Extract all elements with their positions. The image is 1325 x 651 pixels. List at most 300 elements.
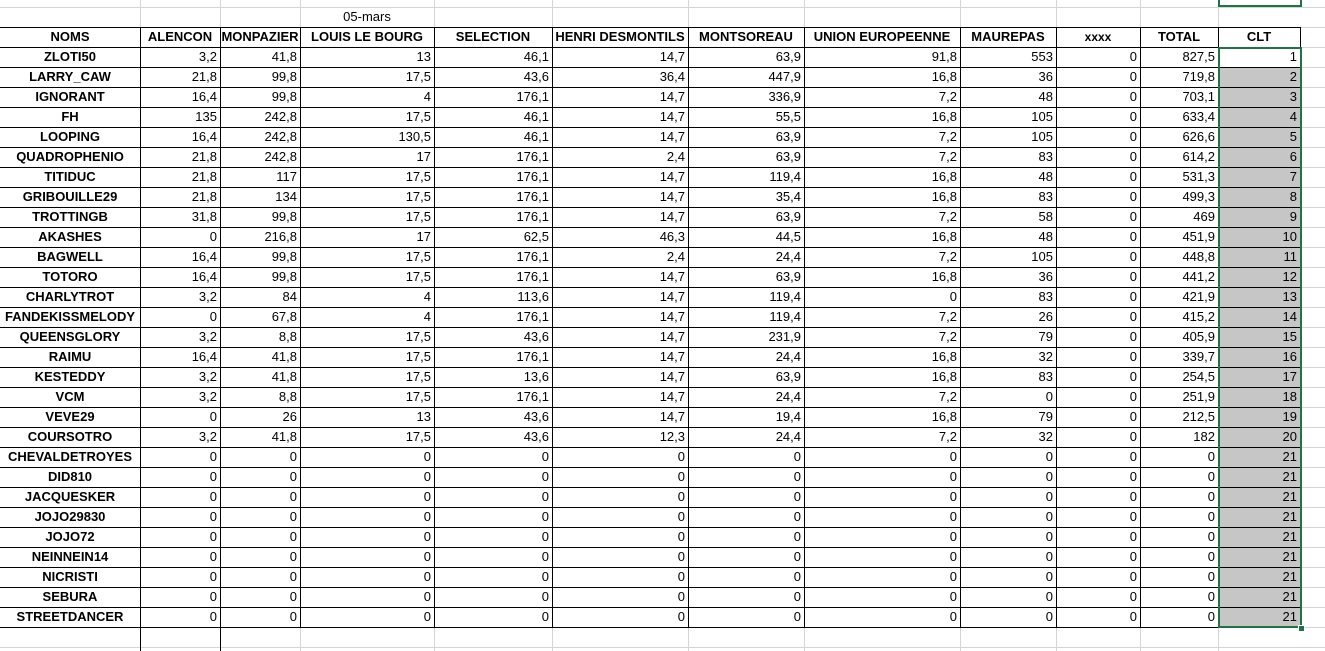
value-cell-clt[interactable]: 6 xyxy=(1289,149,1297,164)
value-cell-alencon[interactable]: 0 xyxy=(209,449,217,464)
value-cell-xxxx[interactable]: 0 xyxy=(1129,229,1137,244)
value-cell-clt[interactable]: 13 xyxy=(1282,289,1297,304)
player-name-cell[interactable]: LARRY_CAW xyxy=(29,69,111,84)
player-name-cell[interactable]: QUADROPHENIO xyxy=(16,149,124,164)
value-cell-clt[interactable]: 2 xyxy=(1289,69,1297,84)
value-cell-total[interactable]: 0 xyxy=(1207,469,1215,484)
value-cell-maurepas[interactable]: 83 xyxy=(1038,149,1053,164)
value-cell-xxxx[interactable]: 0 xyxy=(1129,309,1137,324)
column-header-selection[interactable]: SELECTION xyxy=(455,29,531,44)
value-cell-union-europeenne[interactable]: 0 xyxy=(949,449,957,464)
value-cell-union-europeenne[interactable]: 16,8 xyxy=(931,229,957,244)
value-cell-union-europeenne[interactable]: 0 xyxy=(949,569,957,584)
value-cell-clt[interactable]: 20 xyxy=(1282,429,1297,444)
value-cell-union-europeenne[interactable]: 16,8 xyxy=(931,109,957,124)
value-cell-total[interactable]: 0 xyxy=(1207,569,1215,584)
value-cell-monpazier[interactable]: 0 xyxy=(289,609,297,624)
value-cell-maurepas[interactable]: 26 xyxy=(1038,309,1053,324)
player-name-cell[interactable]: GRIBOUILLE29 xyxy=(22,189,118,204)
value-cell-monpazier[interactable]: 99,8 xyxy=(271,69,297,84)
value-cell-clt[interactable]: 21 xyxy=(1282,469,1297,484)
value-cell-maurepas[interactable]: 0 xyxy=(1045,609,1053,624)
value-cell-xxxx[interactable]: 0 xyxy=(1129,389,1137,404)
value-cell-maurepas[interactable]: 83 xyxy=(1038,289,1053,304)
value-cell-total[interactable]: 633,4 xyxy=(1182,109,1215,124)
player-name-cell[interactable]: CHARLYTROT xyxy=(25,289,115,304)
player-name-cell[interactable]: QUEENSGLORY xyxy=(19,329,121,344)
value-cell-montsoreau[interactable]: 63,9 xyxy=(775,209,801,224)
value-cell-henri-desmontils[interactable]: 0 xyxy=(677,489,685,504)
value-cell-xxxx[interactable]: 0 xyxy=(1129,449,1137,464)
value-cell-xxxx[interactable]: 0 xyxy=(1129,269,1137,284)
value-cell-henri-desmontils[interactable]: 14,7 xyxy=(659,369,685,384)
value-cell-montsoreau[interactable]: 55,5 xyxy=(775,109,801,124)
value-cell-montsoreau[interactable]: 336,9 xyxy=(768,89,801,104)
player-name-cell[interactable]: JOJO72 xyxy=(45,529,95,544)
value-cell-louis-le-bourg[interactable]: 17,5 xyxy=(405,429,431,444)
value-cell-alencon[interactable]: 16,4 xyxy=(191,249,217,264)
value-cell-alencon[interactable]: 3,2 xyxy=(198,329,217,344)
value-cell-maurepas[interactable]: 0 xyxy=(1045,389,1053,404)
value-cell-selection[interactable]: 0 xyxy=(541,509,549,524)
value-cell-total[interactable]: 0 xyxy=(1207,589,1215,604)
value-cell-clt[interactable]: 15 xyxy=(1282,329,1297,344)
value-cell-xxxx[interactable]: 0 xyxy=(1129,569,1137,584)
value-cell-alencon[interactable]: 0 xyxy=(209,529,217,544)
value-cell-monpazier[interactable]: 99,8 xyxy=(271,249,297,264)
value-cell-clt[interactable]: 16 xyxy=(1282,349,1297,364)
player-name-cell[interactable]: COURSOTRO xyxy=(27,429,113,444)
value-cell-selection[interactable]: 0 xyxy=(541,549,549,564)
value-cell-selection[interactable]: 176,1 xyxy=(516,249,549,264)
value-cell-henri-desmontils[interactable]: 14,7 xyxy=(659,349,685,364)
value-cell-monpazier[interactable]: 117 xyxy=(276,169,297,184)
value-cell-louis-le-bourg[interactable]: 17,5 xyxy=(405,69,431,84)
value-cell-total[interactable]: 441,2 xyxy=(1182,269,1215,284)
value-cell-total[interactable]: 827,5 xyxy=(1182,49,1215,64)
value-cell-total[interactable]: 212,5 xyxy=(1182,409,1215,424)
value-cell-louis-le-bourg[interactable]: 17,5 xyxy=(405,189,431,204)
value-cell-union-europeenne[interactable]: 0 xyxy=(949,489,957,504)
value-cell-henri-desmontils[interactable]: 14,7 xyxy=(659,389,685,404)
value-cell-total[interactable]: 626,6 xyxy=(1182,129,1215,144)
value-cell-maurepas[interactable]: 48 xyxy=(1038,89,1053,104)
player-name-cell[interactable]: LOOPING xyxy=(40,129,100,144)
value-cell-selection[interactable]: 43,6 xyxy=(523,409,549,424)
value-cell-monpazier[interactable]: 67,8 xyxy=(271,309,297,324)
value-cell-total[interactable]: 339,7 xyxy=(1182,349,1215,364)
column-header-montsoreau[interactable]: MONTSOREAU xyxy=(699,29,793,44)
value-cell-xxxx[interactable]: 0 xyxy=(1129,109,1137,124)
value-cell-selection[interactable]: 176,1 xyxy=(516,349,549,364)
value-cell-maurepas[interactable]: 105 xyxy=(1031,129,1053,144)
value-cell-union-europeenne[interactable]: 16,8 xyxy=(931,69,957,84)
value-cell-total[interactable]: 254,5 xyxy=(1182,369,1215,384)
value-cell-maurepas[interactable]: 32 xyxy=(1038,429,1053,444)
value-cell-xxxx[interactable]: 0 xyxy=(1129,369,1137,384)
value-cell-union-europeenne[interactable]: 16,8 xyxy=(931,269,957,284)
value-cell-xxxx[interactable]: 0 xyxy=(1129,129,1137,144)
player-name-cell[interactable]: TOTORO xyxy=(42,269,98,284)
value-cell-monpazier[interactable]: 0 xyxy=(289,569,297,584)
value-cell-total[interactable]: 0 xyxy=(1207,609,1215,624)
value-cell-selection[interactable]: 0 xyxy=(541,489,549,504)
value-cell-alencon[interactable]: 16,4 xyxy=(191,129,217,144)
value-cell-montsoreau[interactable]: 0 xyxy=(793,569,801,584)
player-name-cell[interactable]: SEBURA xyxy=(42,589,98,604)
value-cell-monpazier[interactable]: 0 xyxy=(289,449,297,464)
value-cell-xxxx[interactable]: 0 xyxy=(1129,289,1137,304)
value-cell-maurepas[interactable]: 32 xyxy=(1038,349,1053,364)
value-cell-union-europeenne[interactable]: 0 xyxy=(949,509,957,524)
value-cell-montsoreau[interactable]: 119,4 xyxy=(769,289,801,304)
value-cell-total[interactable]: 469 xyxy=(1193,209,1215,224)
value-cell-clt[interactable]: 21 xyxy=(1282,569,1297,584)
player-name-cell[interactable]: NEINNEIN14 xyxy=(31,549,109,564)
value-cell-maurepas[interactable]: 79 xyxy=(1038,409,1053,424)
value-cell-xxxx[interactable]: 0 xyxy=(1129,429,1137,444)
value-cell-total[interactable]: 499,3 xyxy=(1182,189,1215,204)
value-cell-total[interactable]: 405,9 xyxy=(1182,329,1215,344)
player-name-cell[interactable]: NICRISTI xyxy=(42,569,98,584)
value-cell-clt[interactable]: 8 xyxy=(1289,189,1297,204)
column-header-monpazier[interactable]: MONPAZIER xyxy=(221,29,299,44)
column-header-henri-desmontils[interactable]: HENRI DESMONTILS xyxy=(555,29,685,44)
value-cell-selection[interactable]: 0 xyxy=(541,589,549,604)
value-cell-henri-desmontils[interactable]: 0 xyxy=(677,449,685,464)
value-cell-alencon[interactable]: 0 xyxy=(209,509,217,524)
value-cell-selection[interactable]: 0 xyxy=(541,449,549,464)
value-cell-henri-desmontils[interactable]: 0 xyxy=(677,509,685,524)
value-cell-selection[interactable]: 43,6 xyxy=(523,69,549,84)
value-cell-union-europeenne[interactable]: 16,8 xyxy=(931,369,957,384)
value-cell-maurepas[interactable]: 0 xyxy=(1045,549,1053,564)
value-cell-clt[interactable]: 21 xyxy=(1282,609,1297,624)
value-cell-montsoreau[interactable]: 24,4 xyxy=(775,349,801,364)
value-cell-montsoreau[interactable]: 0 xyxy=(793,449,801,464)
value-cell-montsoreau[interactable]: 24,4 xyxy=(775,249,801,264)
value-cell-xxxx[interactable]: 0 xyxy=(1129,189,1137,204)
value-cell-monpazier[interactable]: 41,8 xyxy=(271,369,297,384)
value-cell-montsoreau[interactable]: 0 xyxy=(793,469,801,484)
value-cell-total[interactable]: 421,9 xyxy=(1182,289,1215,304)
value-cell-henri-desmontils[interactable]: 14,7 xyxy=(659,129,685,144)
value-cell-louis-le-bourg[interactable]: 17,5 xyxy=(405,249,431,264)
value-cell-clt[interactable]: 17 xyxy=(1282,369,1297,384)
value-cell-henri-desmontils[interactable]: 14,7 xyxy=(659,309,685,324)
value-cell-xxxx[interactable]: 0 xyxy=(1129,329,1137,344)
value-cell-selection[interactable]: 176,1 xyxy=(516,209,549,224)
value-cell-union-europeenne[interactable]: 16,8 xyxy=(931,349,957,364)
value-cell-louis-le-bourg[interactable]: 0 xyxy=(423,609,431,624)
value-cell-selection[interactable]: 176,1 xyxy=(516,169,549,184)
value-cell-union-europeenne[interactable]: 7,2 xyxy=(938,249,957,264)
value-cell-xxxx[interactable]: 0 xyxy=(1129,509,1137,524)
value-cell-clt[interactable]: 11 xyxy=(1283,249,1297,264)
value-cell-clt[interactable]: 21 xyxy=(1282,449,1297,464)
player-name-cell[interactable]: RAIMU xyxy=(48,349,92,364)
player-name-cell[interactable]: STREETDANCER xyxy=(16,609,124,624)
value-cell-louis-le-bourg[interactable]: 130,5 xyxy=(398,129,431,144)
value-cell-alencon[interactable]: 3,2 xyxy=(198,389,217,404)
value-cell-montsoreau[interactable]: 63,9 xyxy=(775,149,801,164)
value-cell-louis-le-bourg[interactable]: 13 xyxy=(416,49,431,64)
value-cell-alencon[interactable]: 0 xyxy=(209,309,217,324)
value-cell-louis-le-bourg[interactable]: 0 xyxy=(423,529,431,544)
value-cell-alencon[interactable]: 16,4 xyxy=(191,89,217,104)
value-cell-alencon[interactable]: 0 xyxy=(209,549,217,564)
value-cell-maurepas[interactable]: 0 xyxy=(1045,589,1053,604)
value-cell-montsoreau[interactable]: 44,5 xyxy=(775,229,801,244)
value-cell-total[interactable]: 614,2 xyxy=(1182,149,1215,164)
value-cell-alencon[interactable]: 0 xyxy=(209,409,217,424)
value-cell-monpazier[interactable]: 99,8 xyxy=(271,269,297,284)
value-cell-maurepas[interactable]: 553 xyxy=(1031,49,1053,64)
value-cell-union-europeenne[interactable]: 0 xyxy=(949,289,957,304)
value-cell-montsoreau[interactable]: 63,9 xyxy=(775,269,801,284)
value-cell-total[interactable]: 0 xyxy=(1207,549,1215,564)
player-name-cell[interactable]: BAGWELL xyxy=(37,249,103,264)
value-cell-monpazier[interactable]: 41,8 xyxy=(271,349,297,364)
value-cell-henri-desmontils[interactable]: 14,7 xyxy=(659,109,685,124)
value-cell-henri-desmontils[interactable]: 0 xyxy=(677,589,685,604)
value-cell-xxxx[interactable]: 0 xyxy=(1129,349,1137,364)
value-cell-union-europeenne[interactable]: 7,2 xyxy=(938,329,957,344)
value-cell-monpazier[interactable]: 99,8 xyxy=(271,89,297,104)
value-cell-louis-le-bourg[interactable]: 17 xyxy=(416,149,431,164)
value-cell-alencon[interactable]: 3,2 xyxy=(198,369,217,384)
player-name-cell[interactable]: ZLOTI50 xyxy=(43,49,96,64)
value-cell-total[interactable]: 251,9 xyxy=(1182,389,1215,404)
value-cell-louis-le-bourg[interactable]: 0 xyxy=(423,589,431,604)
value-cell-clt[interactable]: 10 xyxy=(1282,229,1297,244)
value-cell-selection[interactable]: 176,1 xyxy=(516,189,549,204)
value-cell-louis-le-bourg[interactable]: 0 xyxy=(423,549,431,564)
value-cell-total[interactable]: 448,8 xyxy=(1182,249,1215,264)
value-cell-union-europeenne[interactable]: 7,2 xyxy=(938,209,957,224)
column-header-clt[interactable]: CLT xyxy=(1246,29,1272,44)
value-cell-henri-desmontils[interactable]: 36,4 xyxy=(659,69,685,84)
value-cell-louis-le-bourg[interactable]: 0 xyxy=(423,509,431,524)
column-header-alencon[interactable]: ALENCON xyxy=(147,29,213,44)
value-cell-clt[interactable]: 21 xyxy=(1282,529,1297,544)
value-cell-alencon[interactable]: 21,8 xyxy=(191,69,217,84)
value-cell-total[interactable]: 182 xyxy=(1193,429,1215,444)
value-cell-montsoreau[interactable]: 119,4 xyxy=(769,169,801,184)
value-cell-alencon[interactable]: 135 xyxy=(195,109,217,124)
value-cell-monpazier[interactable]: 41,8 xyxy=(271,429,297,444)
value-cell-monpazier[interactable]: 134 xyxy=(275,189,297,204)
value-cell-monpazier[interactable]: 41,8 xyxy=(271,49,297,64)
value-cell-montsoreau[interactable]: 0 xyxy=(793,609,801,624)
value-cell-montsoreau[interactable]: 24,4 xyxy=(775,389,801,404)
value-cell-union-europeenne[interactable]: 0 xyxy=(949,469,957,484)
value-cell-clt[interactable]: 5 xyxy=(1289,129,1297,144)
value-cell-monpazier[interactable]: 242,8 xyxy=(264,129,297,144)
player-name-cell[interactable]: DID810 xyxy=(47,469,93,484)
value-cell-maurepas[interactable]: 79 xyxy=(1038,329,1053,344)
value-cell-henri-desmontils[interactable]: 12,3 xyxy=(659,429,685,444)
value-cell-louis-le-bourg[interactable]: 4 xyxy=(423,289,431,304)
value-cell-alencon[interactable]: 0 xyxy=(209,569,217,584)
value-cell-xxxx[interactable]: 0 xyxy=(1129,169,1137,184)
value-cell-maurepas[interactable]: 0 xyxy=(1045,529,1053,544)
player-name-cell[interactable]: VEVE29 xyxy=(45,409,95,424)
value-cell-total[interactable]: 0 xyxy=(1207,509,1215,524)
value-cell-henri-desmontils[interactable]: 14,7 xyxy=(659,209,685,224)
value-cell-henri-desmontils[interactable]: 14,7 xyxy=(659,49,685,64)
value-cell-louis-le-bourg[interactable]: 17,5 xyxy=(405,209,431,224)
value-cell-total[interactable]: 0 xyxy=(1207,529,1215,544)
value-cell-selection[interactable]: 176,1 xyxy=(516,149,549,164)
value-cell-montsoreau[interactable]: 0 xyxy=(793,489,801,504)
value-cell-monpazier[interactable]: 242,8 xyxy=(264,149,297,164)
value-cell-montsoreau[interactable]: 63,9 xyxy=(775,129,801,144)
value-cell-henri-desmontils[interactable]: 14,7 xyxy=(659,409,685,424)
value-cell-alencon[interactable]: 3,2 xyxy=(198,289,217,304)
value-cell-henri-desmontils[interactable]: 14,7 xyxy=(659,289,685,304)
value-cell-selection[interactable]: 46,1 xyxy=(523,49,549,64)
value-cell-montsoreau[interactable]: 0 xyxy=(793,509,801,524)
column-header-union-europeenne[interactable]: UNION EUROPEENNE xyxy=(813,29,951,44)
value-cell-total[interactable]: 703,1 xyxy=(1182,89,1215,104)
value-cell-maurepas[interactable]: 48 xyxy=(1038,169,1053,184)
value-cell-clt[interactable]: 7 xyxy=(1289,169,1297,184)
value-cell-union-europeenne[interactable]: 16,8 xyxy=(931,409,957,424)
value-cell-xxxx[interactable]: 0 xyxy=(1129,249,1137,264)
value-cell-union-europeenne[interactable]: 7,2 xyxy=(938,149,957,164)
value-cell-montsoreau[interactable]: 63,9 xyxy=(775,369,801,384)
value-cell-henri-desmontils[interactable]: 14,7 xyxy=(659,89,685,104)
player-name-cell[interactable]: JOJO29830 xyxy=(34,509,106,524)
value-cell-selection[interactable]: 43,6 xyxy=(523,329,549,344)
player-name-cell[interactable]: FANDEKISSMELODY xyxy=(4,309,135,324)
value-cell-union-europeenne[interactable]: 7,2 xyxy=(938,429,957,444)
value-cell-monpazier[interactable]: 8,8 xyxy=(278,389,297,404)
value-cell-monpazier[interactable]: 0 xyxy=(289,529,297,544)
value-cell-selection[interactable]: 0 xyxy=(541,469,549,484)
value-cell-alencon[interactable]: 0 xyxy=(209,589,217,604)
value-cell-alencon[interactable]: 0 xyxy=(209,469,217,484)
value-cell-xxxx[interactable]: 0 xyxy=(1129,69,1137,84)
value-cell-xxxx[interactable]: 0 xyxy=(1129,589,1137,604)
value-cell-louis-le-bourg[interactable]: 17 xyxy=(416,229,431,244)
value-cell-monpazier[interactable]: 84 xyxy=(282,289,297,304)
value-cell-louis-le-bourg[interactable]: 4 xyxy=(423,89,431,104)
value-cell-louis-le-bourg[interactable]: 17,5 xyxy=(405,369,431,384)
value-cell-clt[interactable]: 21 xyxy=(1282,549,1297,564)
column-header-total[interactable]: TOTAL xyxy=(1157,29,1201,44)
value-cell-xxxx[interactable]: 0 xyxy=(1129,409,1137,424)
value-cell-louis-le-bourg[interactable]: 17,5 xyxy=(405,389,431,404)
value-cell-louis-le-bourg[interactable]: 4 xyxy=(423,309,431,324)
column-header-maurepas[interactable]: MAUREPAS xyxy=(971,29,1045,44)
value-cell-monpazier[interactable]: 0 xyxy=(289,509,297,524)
value-cell-monpazier[interactable]: 8,8 xyxy=(278,329,297,344)
value-cell-clt[interactable]: 21 xyxy=(1282,509,1297,524)
value-cell-montsoreau[interactable]: 119,4 xyxy=(769,309,801,324)
player-name-cell[interactable]: TITIDUC xyxy=(44,169,96,184)
player-name-cell[interactable]: TROTTINGB xyxy=(32,209,108,224)
value-cell-clt[interactable]: 4 xyxy=(1289,109,1297,124)
value-cell-alencon[interactable]: 21,8 xyxy=(191,189,217,204)
value-cell-montsoreau[interactable]: 0 xyxy=(793,529,801,544)
value-cell-maurepas[interactable]: 0 xyxy=(1045,509,1053,524)
value-cell-selection[interactable]: 113,6 xyxy=(517,289,549,304)
value-cell-louis-le-bourg[interactable]: 17,5 xyxy=(405,169,431,184)
value-cell-clt[interactable]: 3 xyxy=(1289,89,1297,104)
value-cell-clt[interactable]: 19 xyxy=(1282,409,1297,424)
value-cell-monpazier[interactable]: 26 xyxy=(282,409,297,424)
value-cell-total[interactable]: 0 xyxy=(1207,489,1215,504)
value-cell-union-europeenne[interactable]: 91,8 xyxy=(931,49,957,64)
value-cell-maurepas[interactable]: 58 xyxy=(1038,209,1053,224)
value-cell-maurepas[interactable]: 0 xyxy=(1045,569,1053,584)
value-cell-montsoreau[interactable]: 19,4 xyxy=(775,409,801,424)
value-cell-clt[interactable]: 14 xyxy=(1282,309,1297,324)
value-cell-alencon[interactable]: 3,2 xyxy=(198,49,217,64)
value-cell-henri-desmontils[interactable]: 2,4 xyxy=(666,249,685,264)
value-cell-louis-le-bourg[interactable]: 13 xyxy=(416,409,431,424)
value-cell-clt[interactable]: 9 xyxy=(1289,209,1297,224)
value-cell-louis-le-bourg[interactable]: 17,5 xyxy=(405,349,431,364)
value-cell-selection[interactable]: 46,1 xyxy=(523,129,549,144)
value-cell-clt[interactable]: 12 xyxy=(1282,269,1297,284)
value-cell-clt[interactable]: 21 xyxy=(1282,589,1297,604)
value-cell-maurepas[interactable]: 48 xyxy=(1038,229,1053,244)
value-cell-total[interactable]: 415,2 xyxy=(1182,309,1215,324)
player-name-cell[interactable]: CHEVALDETROYES xyxy=(8,449,132,464)
value-cell-union-europeenne[interactable]: 0 xyxy=(949,609,957,624)
value-cell-total[interactable]: 719,8 xyxy=(1182,69,1215,84)
fill-handle[interactable] xyxy=(1298,625,1305,632)
value-cell-louis-le-bourg[interactable]: 17,5 xyxy=(405,329,431,344)
value-cell-alencon[interactable]: 3,2 xyxy=(198,429,217,444)
value-cell-maurepas[interactable]: 36 xyxy=(1038,269,1053,284)
value-cell-xxxx[interactable]: 0 xyxy=(1129,529,1137,544)
value-cell-alencon[interactable]: 31,8 xyxy=(191,209,217,224)
player-name-cell[interactable]: KESTEDDY xyxy=(34,369,106,384)
value-cell-selection[interactable]: 0 xyxy=(541,529,549,544)
value-cell-montsoreau[interactable]: 447,9 xyxy=(768,69,801,84)
value-cell-union-europeenne[interactable]: 7,2 xyxy=(938,89,957,104)
value-cell-maurepas[interactable]: 105 xyxy=(1031,249,1053,264)
value-cell-louis-le-bourg[interactable]: 0 xyxy=(423,489,431,504)
value-cell-monpazier[interactable]: 0 xyxy=(289,469,297,484)
player-name-cell[interactable]: JACQUESKER xyxy=(24,489,116,504)
value-cell-maurepas[interactable]: 36 xyxy=(1038,69,1053,84)
value-cell-maurepas[interactable]: 105 xyxy=(1031,109,1053,124)
value-cell-henri-desmontils[interactable]: 0 xyxy=(677,569,685,584)
value-cell-henri-desmontils[interactable]: 0 xyxy=(677,529,685,544)
value-cell-montsoreau[interactable]: 0 xyxy=(793,589,801,604)
value-cell-maurepas[interactable]: 0 xyxy=(1045,449,1053,464)
value-cell-alencon[interactable]: 0 xyxy=(209,229,217,244)
value-cell-total[interactable]: 531,3 xyxy=(1182,169,1215,184)
value-cell-selection[interactable]: 62,5 xyxy=(523,229,549,244)
value-cell-selection[interactable]: 176,1 xyxy=(516,89,549,104)
value-cell-selection[interactable]: 43,6 xyxy=(523,429,549,444)
value-cell-maurepas[interactable]: 83 xyxy=(1038,189,1053,204)
column-header-noms[interactable]: NOMS xyxy=(50,29,90,44)
value-cell-louis-le-bourg[interactable]: 0 xyxy=(423,469,431,484)
value-cell-xxxx[interactable]: 0 xyxy=(1129,469,1137,484)
value-cell-henri-desmontils[interactable]: 46,3 xyxy=(659,229,685,244)
value-cell-maurepas[interactable]: 83 xyxy=(1038,369,1053,384)
column-header-louis-le-bourg[interactable]: LOUIS LE BOURG xyxy=(311,29,423,44)
value-cell-henri-desmontils[interactable]: 14,7 xyxy=(659,169,685,184)
value-cell-union-europeenne[interactable]: 7,2 xyxy=(938,309,957,324)
